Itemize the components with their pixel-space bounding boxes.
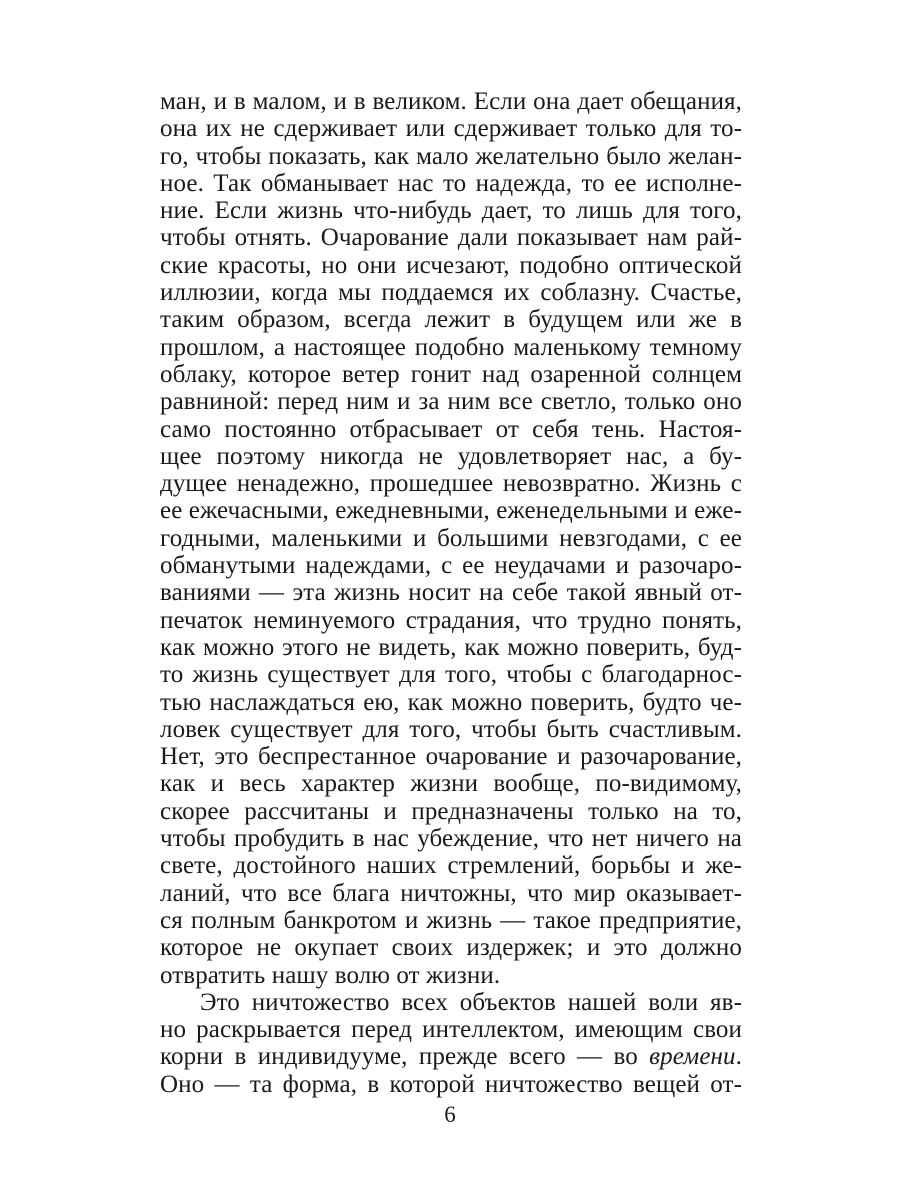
text-line: дущее ненадежно, прошедшее невозвратно. Жизнь с: [160, 470, 742, 498]
italic-word: времени: [649, 1043, 736, 1071]
text-line: как можно этого не видеть, как можно поверить, буд-: [160, 633, 742, 661]
text-line: ное. Так обманывает нас то надежда, то ее исполне-: [160, 169, 742, 197]
text-line: ние. Если жизнь что-нибудь дает, то лишь для того,: [160, 197, 742, 225]
text-span: корни в индивидууме, прежде всего — во: [160, 1043, 650, 1071]
text-line: чтобы отнять. Очарование дали показывает нам рай-: [160, 224, 742, 252]
text-span: .: [735, 1043, 742, 1071]
text-line: ее ежечасными, ежедневными, еженедельными и еже-: [160, 497, 742, 525]
text-line: чтобы пробудить в нас убеждение, что нет ничего на: [160, 825, 742, 853]
text-line: как и весь характер жизни вообще, по-видимому,: [160, 770, 742, 798]
text-line: таким образом, всегда лежит в будущем или же в: [160, 306, 742, 334]
text-line: ские красоты, но они исчезают, подобно оптической: [160, 251, 742, 279]
text-line: годными, маленькими и большими невзгодами, с ее: [160, 524, 742, 552]
text-line: печаток неминуемого страдания, что трудно понять,: [160, 606, 742, 634]
text-line-paragraph-end: отвратить нашу волю от жизни.: [160, 961, 501, 989]
paragraph2-line: Это ничтожество всех объектов нашей воли яв-: [200, 988, 742, 1016]
text-line: она их не сдерживает или сдерживает только для то-: [160, 115, 742, 143]
text-line: ман, и в малом, и в великом. Если она дает обещания,: [160, 88, 742, 115]
page-number: 6: [444, 1102, 456, 1127]
text-line: ваниями — эта жизнь носит на себе такой явный от-: [160, 579, 742, 607]
text-line: Нет, это беспрестанное очарование и разочарование,: [160, 743, 742, 771]
text-line: щее поэтому никогда не удовлетворяет нас, а бу-: [160, 442, 742, 470]
text-line: обманутыми надеждами, с ее неудачами и разочаро-: [160, 552, 742, 580]
paragraph2-line-with-italic: [160, 1043, 742, 1070]
text-line: скорее рассчитаны и предназначены только на то,: [160, 797, 742, 825]
text-line: облаку, которое ветер гонит над озаренной солнцем: [160, 360, 742, 388]
text-line: равниной: перед ним и за ним все светло, только оно: [160, 388, 742, 416]
text-line: свете, достойного наших стремлений, борьбы и же-: [160, 852, 742, 880]
text-line: прошлом, а настоящее подобно маленькому темному: [160, 333, 742, 361]
text-line: ся полным банкротом и жизнь — такое предприятие,: [160, 906, 742, 934]
paragraph2-line: но раскрывается перед интеллектом, имеющим свои: [160, 1016, 742, 1044]
text-line: само постоянно отбрасывает от себя тень. Настоя-: [160, 415, 742, 443]
text-line: иллюзии, когда мы поддаемся их соблазну. Счастье,: [160, 279, 742, 307]
text-line: то жизнь существует для того, чтобы с благодарнос-: [160, 661, 742, 689]
text-line: го, чтобы показать, как мало желательно было желан-: [160, 142, 742, 170]
text-line: ловек существует для того, чтобы быть счастливым.: [160, 715, 742, 743]
text-line: которое не окупает своих издержек; и это должно: [160, 934, 742, 962]
text-line: ланий, что все блага ничтожны, что мир оказывает-: [160, 879, 742, 907]
page-body: [160, 88, 742, 1098]
paragraph2-line: Оно — та форма, в которой ничтожество вещей от-: [160, 1070, 742, 1098]
text-line: тью наслаждаться ею, как можно поверить, будто че-: [160, 688, 742, 716]
